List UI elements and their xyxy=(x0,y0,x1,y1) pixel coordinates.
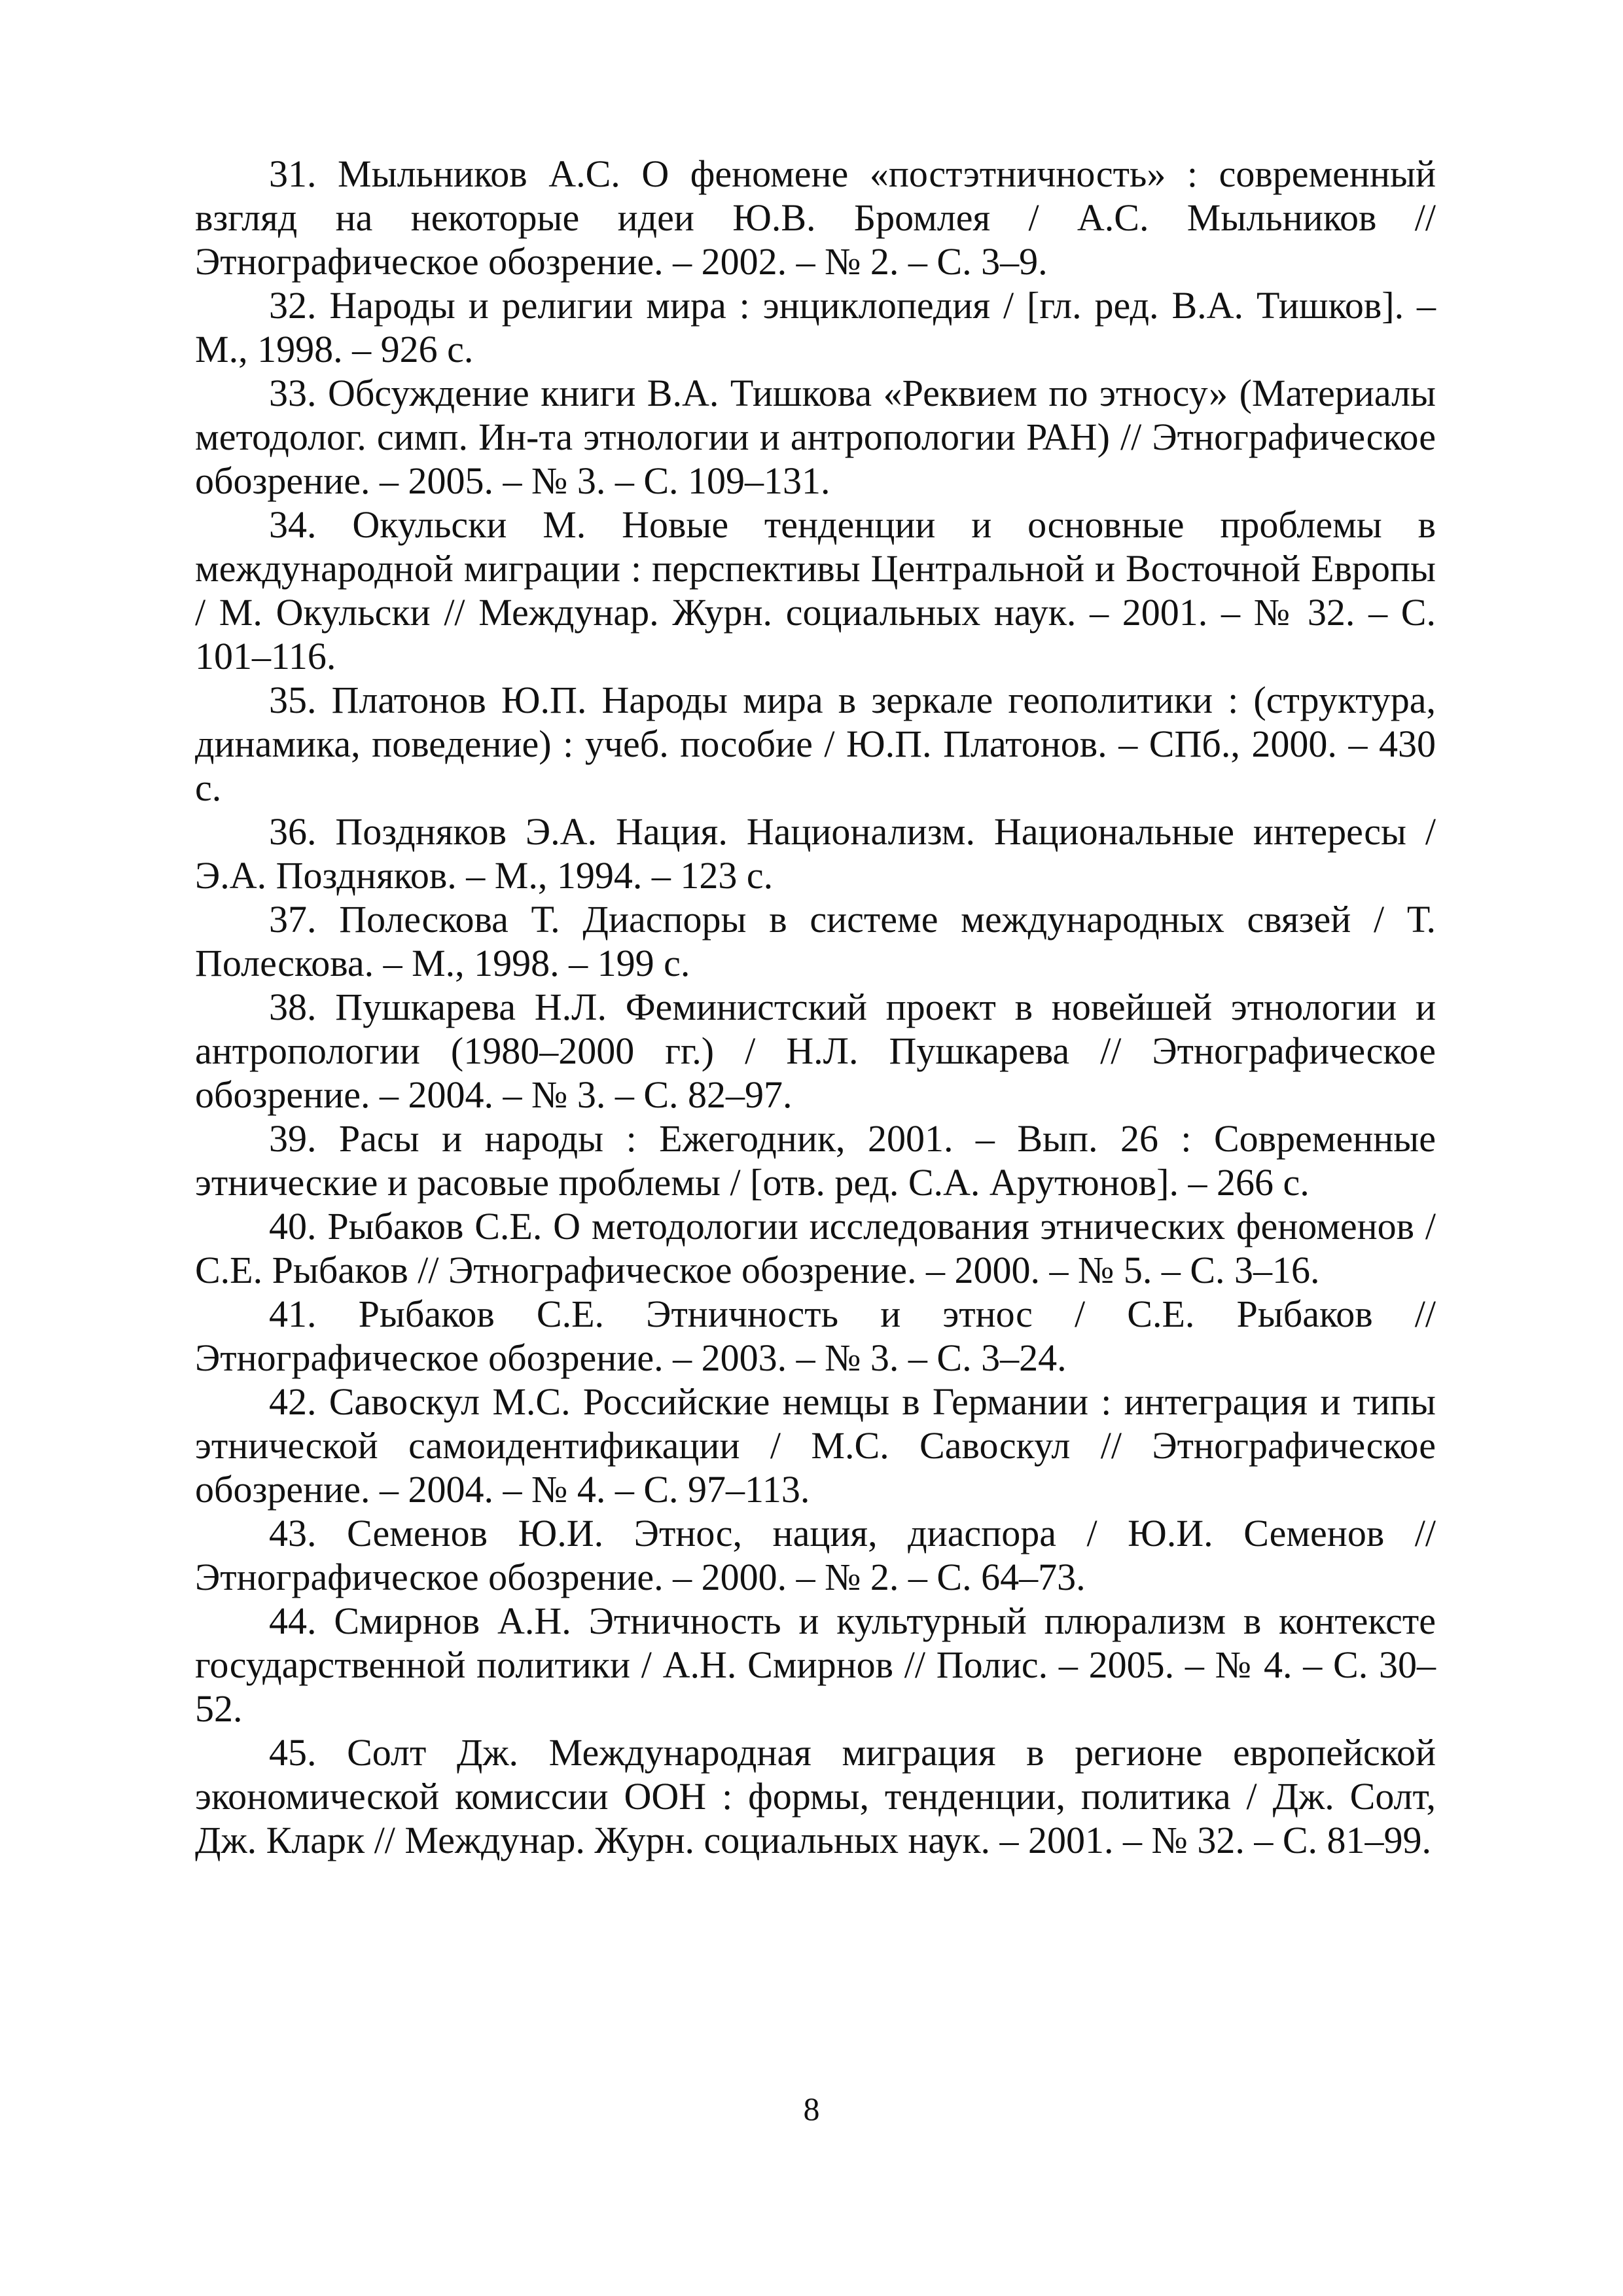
bibliography-entry-41: 41. Рыбаков С.Е. Этничность и этнос / С.Е. Рыбаков // Этнографическое обозрение. – 2003. – № 3. – С. 3–24. xyxy=(195,1293,1436,1379)
bibliography-entry-45: 45. Солт Дж. Международная миграция в регионе европейской экономической комиссии ООН : формы, тенденции, политика / Дж. Солт, Дж. Кларк // Междунар. Журн. социальных наук. – 2001. – № 32. – С. 81–99. xyxy=(195,1731,1436,1861)
bibliography-entry-44: 44. Смирнов А.Н. Этничность и культурный плюрализм в контексте государственной политики / А.Н. Смирнов // Полис. – 2005. – № 4. – С. 30–52. xyxy=(195,1600,1436,1730)
bibliography-entry-39: 39. Расы и народы : Ежегодник, 2001. – Вып. 26 : Современные этнические и расовые проблемы / [отв. ред. С.А. Арутюнов]. – 266 с. xyxy=(195,1117,1436,1204)
bibliography-entry-36: 36. Поздняков Э.А. Нация. Национализм. Национальные интересы / Э.А. Поздняков. – М., 1994. – 123 с. xyxy=(195,810,1436,897)
bibliography-entry-40: 40. Рыбаков С.Е. О методологии исследования этнических феноменов / С.Е. Рыбаков // Этнографическое обозрение. – 2000. – № 5. – С. 3–16. xyxy=(195,1205,1436,1291)
bibliography-entry-32: 32. Народы и религии мира : энциклопедия / [гл. ред. В.А. Тишков]. – М., 1998. – 926 с. xyxy=(195,284,1436,370)
bibliography-entry-35: 35. Платонов Ю.П. Народы мира в зеркале геополитики : (структура, динамика, поведение) : учеб. пособие / Ю.П. Платонов. – СПб., 2000. – 430 с. xyxy=(195,679,1436,809)
bibliography-entry-43: 43. Семенов Ю.И. Этнос, нация, диаспора / Ю.И. Семенов // Этнографическое обозрение. – 2000. – № 2. – С. 64–73. xyxy=(195,1512,1436,1598)
bibliography-entry-33: 33. Обсуждение книги В.А. Тишкова «Реквием по этносу» (Материалы методолог. симп. Ин-та этнологии и антропологии РАН) // Этнографическое обозрение. – 2005. – № 3. – С. 109–131. xyxy=(195,372,1436,502)
bibliography-entry-31: 31. Мыльников А.С. О феномене «постэтничность» : современный взгляд на некоторые идеи Ю.В. Бромлея / А.С. Мыльников // Этнографическое обозрение. – 2002. – № 2. – С. 3–9. xyxy=(195,152,1436,283)
bibliography-list xyxy=(195,152,1436,1862)
bibliography-entry-38: 38. Пушкарева Н.Л. Феминистский проект в новейшей этнологии и антропологии (1980–2000 гг.) / Н.Л. Пушкарева // Этнографическое обозрение. – 2004. – № 3. – С. 82–97. xyxy=(195,986,1436,1116)
bibliography-entry-42: 42. Савоскул М.С. Российские немцы в Германии : интеграция и типы этнической самоидентификации / М.С. Савоскул // Этнографическое обозрение. – 2004. – № 4. – С. 97–113. xyxy=(195,1380,1436,1511)
bibliography-entry-34: 34. Окульски М. Новые тенденции и основные проблемы в международной миграции : перспективы Центральной и Восточной Европы / М. Окульски // Междунар. Журн. социальных наук. – 2001. – № 32. – С. 101–116. xyxy=(195,503,1436,677)
page-number: 8 xyxy=(803,2090,820,2127)
bibliography-entry-37: 37. Полескова Т. Диаспоры в системе международных связей / Т. Полескова. – М., 1998. – 199 с. xyxy=(195,898,1436,984)
